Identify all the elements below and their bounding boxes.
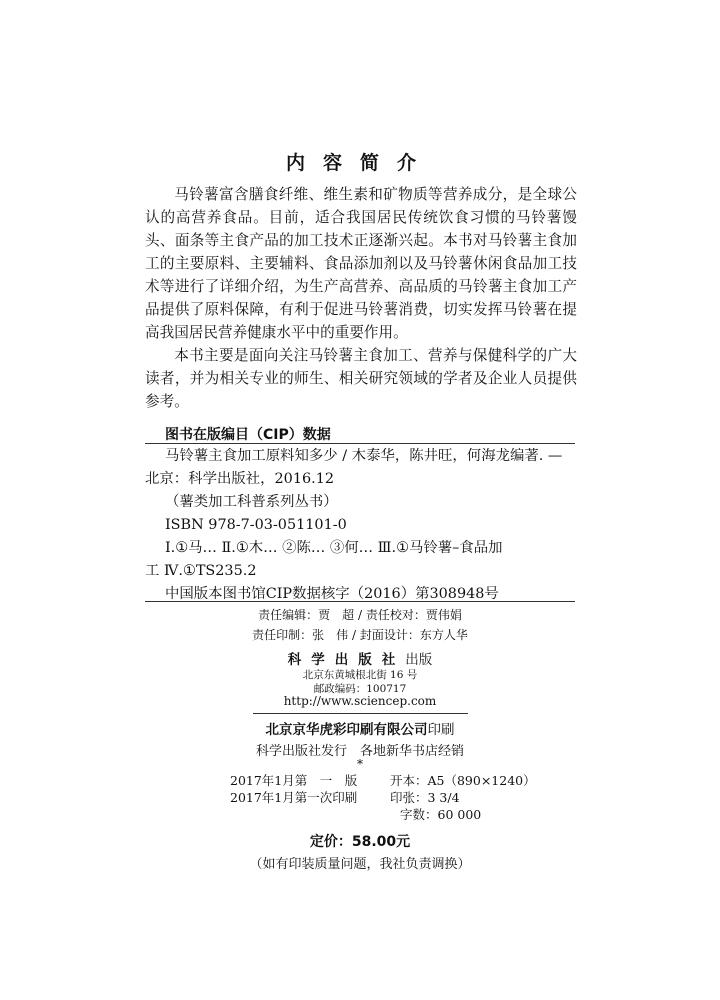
cip-line: 马铃薯主食加工原料知多少 / 木泰华，陈井旺，何海龙编著. —: [165, 448, 563, 464]
editor-credits: 责任编辑：贾 超 / 责任校对：贾伟娟: [258, 608, 462, 622]
publisher-name: 科学出版社: [287, 652, 406, 668]
printer-suffix: 印刷: [427, 722, 455, 738]
printer-line: [0, 718, 720, 738]
publisher-postcode: 邮政编码：100717: [313, 683, 407, 695]
word-count: 字数：60 000: [400, 807, 482, 822]
publisher-url: http://www.sciencep.com: [283, 694, 437, 708]
publisher-address: 北京东黄城根北街 16 号: [302, 669, 418, 681]
separator-star: *: [357, 757, 363, 771]
cip-line: 北京：科学出版社，2016.12: [145, 471, 335, 487]
cip-line: （薯类加工科普系列丛书）: [165, 494, 338, 510]
cip-record: [145, 443, 575, 602]
publisher-suffix: 出版: [405, 652, 433, 668]
distribution-line: 科学出版社发行 各地新华书店经销: [255, 744, 464, 759]
cip-header: 图书在版编目（CIP）数据: [165, 427, 331, 443]
publisher-line: [0, 648, 720, 668]
printer-name: 北京京华虎彩印刷有限公司: [265, 722, 428, 738]
format: 开本：A5（890×1240）: [390, 773, 536, 788]
summary-paragraph: 马铃薯富含膳食纤维、维生素和矿物质等营养成分，是全球公认的高营养食品。目前，适合我国居民传统饮食习惯的马铃薯馒头、面条等主食产品的加工技术正逐渐兴起。本书对马铃薯主食加工的主要原料、主要辅料、食品添加剂以及马铃薯休闲食品加工技术等进行了详细介绍，为生产高营养、高品质的马铃薯主食加工产品提供了原料保障，有利于促进马铃薯消费，切实发挥马铃薯在提高我国居民营养健康水平中的重要作用。: [145, 186, 577, 341]
summary-paragraph: 本书主要是面向关注马铃薯主食加工、营养与保健科学的广大读者，并为相关专业的师生、相关研究领域的学者及企业人员提供参考。: [145, 347, 577, 410]
price-label: 定价：: [309, 834, 352, 850]
price-unit: 元: [396, 834, 411, 850]
price-value: 58.00: [351, 834, 397, 850]
production-credits: 责任印制：张 伟 / 封面设计：东方人华: [252, 628, 468, 642]
summary-body: [145, 183, 577, 413]
price-line: [0, 831, 720, 851]
sheets: 印张：3 3/4: [390, 790, 460, 805]
edition-date: 2017年1月第 一 版: [230, 773, 358, 788]
divider: [253, 713, 468, 714]
edition-block: [230, 772, 536, 823]
cip-line: 中国版本图书馆CIP数据核字（2016）第308948号: [165, 586, 499, 602]
print-date: 2017年1月第一次印刷: [230, 790, 358, 805]
quality-note: （如有印装质量问题，我社负责调换）: [249, 857, 471, 872]
summary-title: 内容简介: [285, 152, 434, 174]
cip-line: ISBN 978-7-03-051101-0: [165, 517, 347, 533]
cip-line: Ⅰ.①马… Ⅱ.①木… ②陈… ③何… Ⅲ.①马铃薯–食品加: [165, 540, 503, 556]
cip-line: 工 Ⅳ.①TS235.2: [145, 563, 257, 579]
